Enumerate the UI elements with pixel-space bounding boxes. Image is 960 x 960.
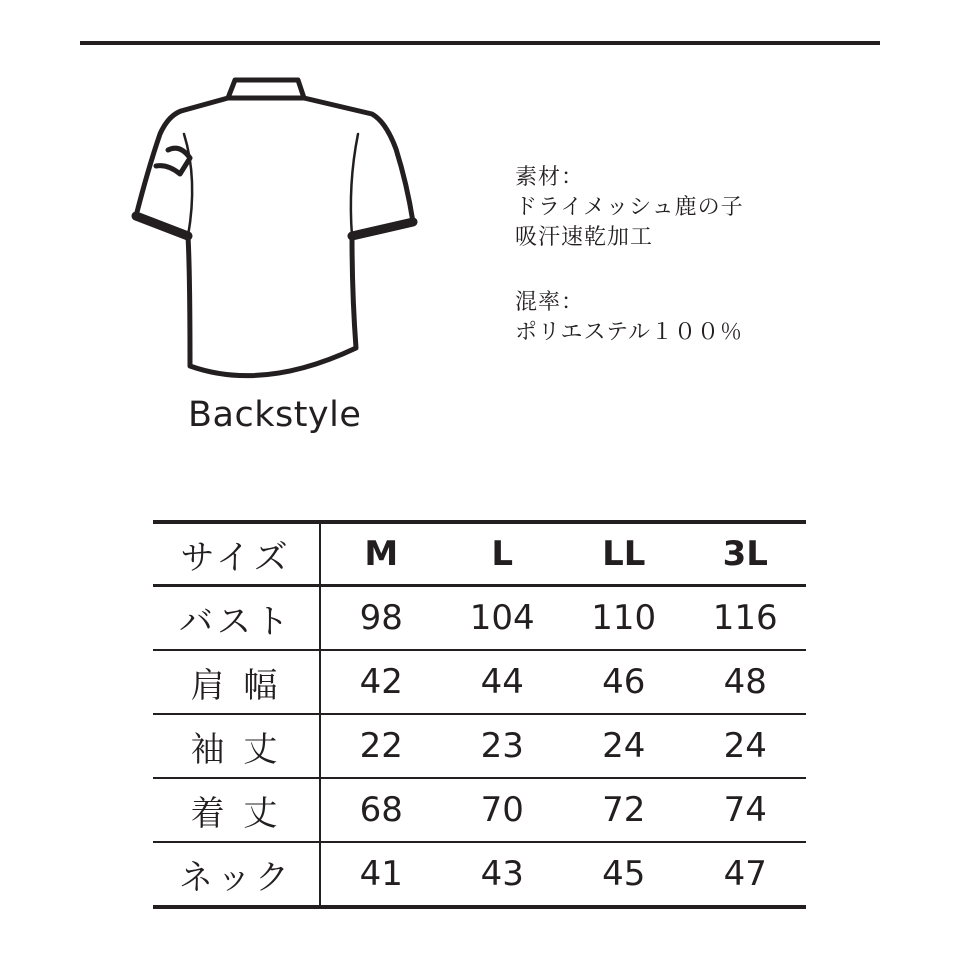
material-label: 素材： (515, 165, 585, 190)
size-header-label: サイズ (153, 522, 320, 586)
table-cell: 68 (320, 778, 442, 842)
table-row (153, 778, 806, 842)
table-cell: 45 (563, 842, 685, 907)
table-cell: 46 (563, 650, 685, 714)
table-cell: 72 (563, 778, 685, 842)
table-cell: 42 (320, 650, 442, 714)
size-m: M (320, 522, 442, 586)
table-row (153, 650, 806, 714)
table-cell: 22 (320, 714, 442, 778)
table-cell: 24 (685, 714, 807, 778)
table-cell: 74 (685, 778, 807, 842)
size-3l: 3L (685, 522, 807, 586)
shirt-back-illustration (128, 74, 428, 394)
row-label-bust: バスト (153, 586, 320, 651)
blend-label: 混率： (515, 290, 585, 315)
blend-value: ポリエステル１００％ (515, 320, 744, 345)
row-label-length: 着 丈 (153, 778, 320, 842)
row-label-shoulder: 肩 幅 (153, 650, 320, 714)
size-header-row (153, 522, 806, 586)
size-chart-table (153, 520, 806, 909)
table-cell: 70 (442, 778, 564, 842)
fabric-specs (515, 163, 744, 348)
table-cell: 48 (685, 650, 807, 714)
table-row (153, 842, 806, 907)
table-cell: 44 (442, 650, 564, 714)
material-line-1: ドライメッシュ鹿の子 (515, 195, 744, 220)
table-cell: 23 (442, 714, 564, 778)
size-l: L (442, 522, 564, 586)
row-label-sleeve: 袖 丈 (153, 714, 320, 778)
table-cell: 104 (442, 586, 564, 651)
material-line-2: 吸汗速乾加工 (515, 225, 654, 250)
table-cell: 110 (563, 586, 685, 651)
table-cell: 47 (685, 842, 807, 907)
table-cell: 41 (320, 842, 442, 907)
table-row (153, 714, 806, 778)
size-ll: LL (563, 522, 685, 586)
table-cell: 98 (320, 586, 442, 651)
backstyle-caption: Backstyle (188, 395, 362, 435)
table-cell: 43 (442, 842, 564, 907)
top-divider (80, 41, 880, 45)
table-row (153, 586, 806, 651)
row-label-neck: ネック (153, 842, 320, 907)
table-cell: 116 (685, 586, 807, 651)
table-cell: 24 (563, 714, 685, 778)
